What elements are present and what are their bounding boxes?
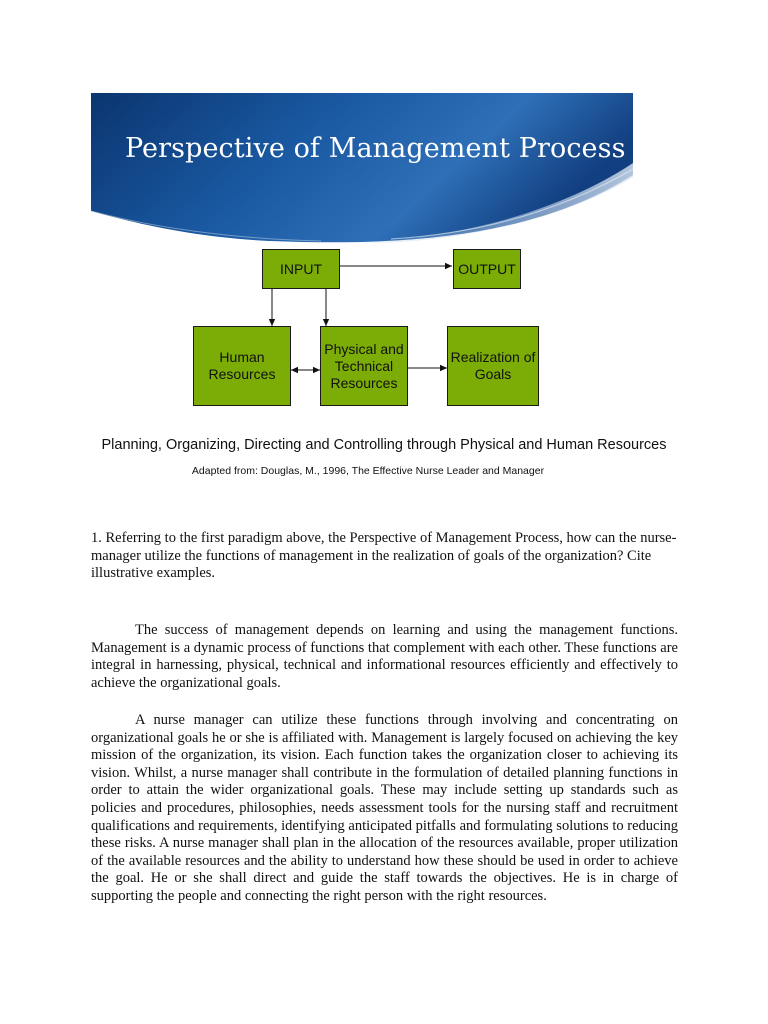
answer-paragraph-2: A nurse manager can utilize these functions through involving and concentrating on organizational goals he or she is affiliated with. Management is largely focused on achieving the key mission of the organization, its vision. Each function takes the organization closer to achieving its vision. Whilst, a nurse manager shall contribute in the formulation of detailed planning functions in order to attain the wider organizational goals. These may include setting up standards such as policies and procedures, philosophies, needs assessment tools for the nursing staff and recruitment qualifications and requirements, identifying anticipated pitfalls and formulating solutions to reducing these risks. A nurse manager shall plan in the allocation of the resources available, proper utilization of the available resources and the ability to understand how these should be used in order to achieve the goal. He or she shall direct and guide the staff towards the objectives. He is in charge of supporting the people and connecting the right person with the right resources. <box>91 712 678 904</box>
output-box <box>453 249 521 289</box>
physical-technical-label: Physical and Technical Resources <box>324 340 404 391</box>
diagram-source: Adapted from: Douglas, M., 1996, The Effective Nurse Leader and Manager <box>191 465 545 477</box>
realization-of-goals-box <box>447 326 539 406</box>
input-box <box>262 249 340 289</box>
human-resources-box <box>193 326 291 406</box>
input-label: INPUT <box>280 260 322 277</box>
question-text: 1. Referring to the first paradigm above, the Perspective of Management Process, how can the nurse-manager utilize the functions of management in the realization of goals of the organization? Cite illustrative examples. <box>91 530 677 582</box>
realization-label: Realization of Goals <box>450 349 536 382</box>
output-label: OUTPUT <box>458 260 516 277</box>
answer-paragraph-1: The success of management depends on learning and using the management functions. Management is a dynamic process of functions that complement with each other. These functions are integral in harnessing, physical, technical and informational resources efficiently and effectively to achieve the organizational goals. <box>91 622 678 691</box>
page-title: Perspective of Management Process <box>125 133 626 164</box>
management-process-diagram <box>0 0 768 420</box>
human-resources-label: Human Resources <box>208 349 276 382</box>
diagram-caption: Planning, Organizing, Directing and Controlling through Physical and Human Resources <box>101 437 667 453</box>
physical-technical-resources-box <box>320 326 408 406</box>
